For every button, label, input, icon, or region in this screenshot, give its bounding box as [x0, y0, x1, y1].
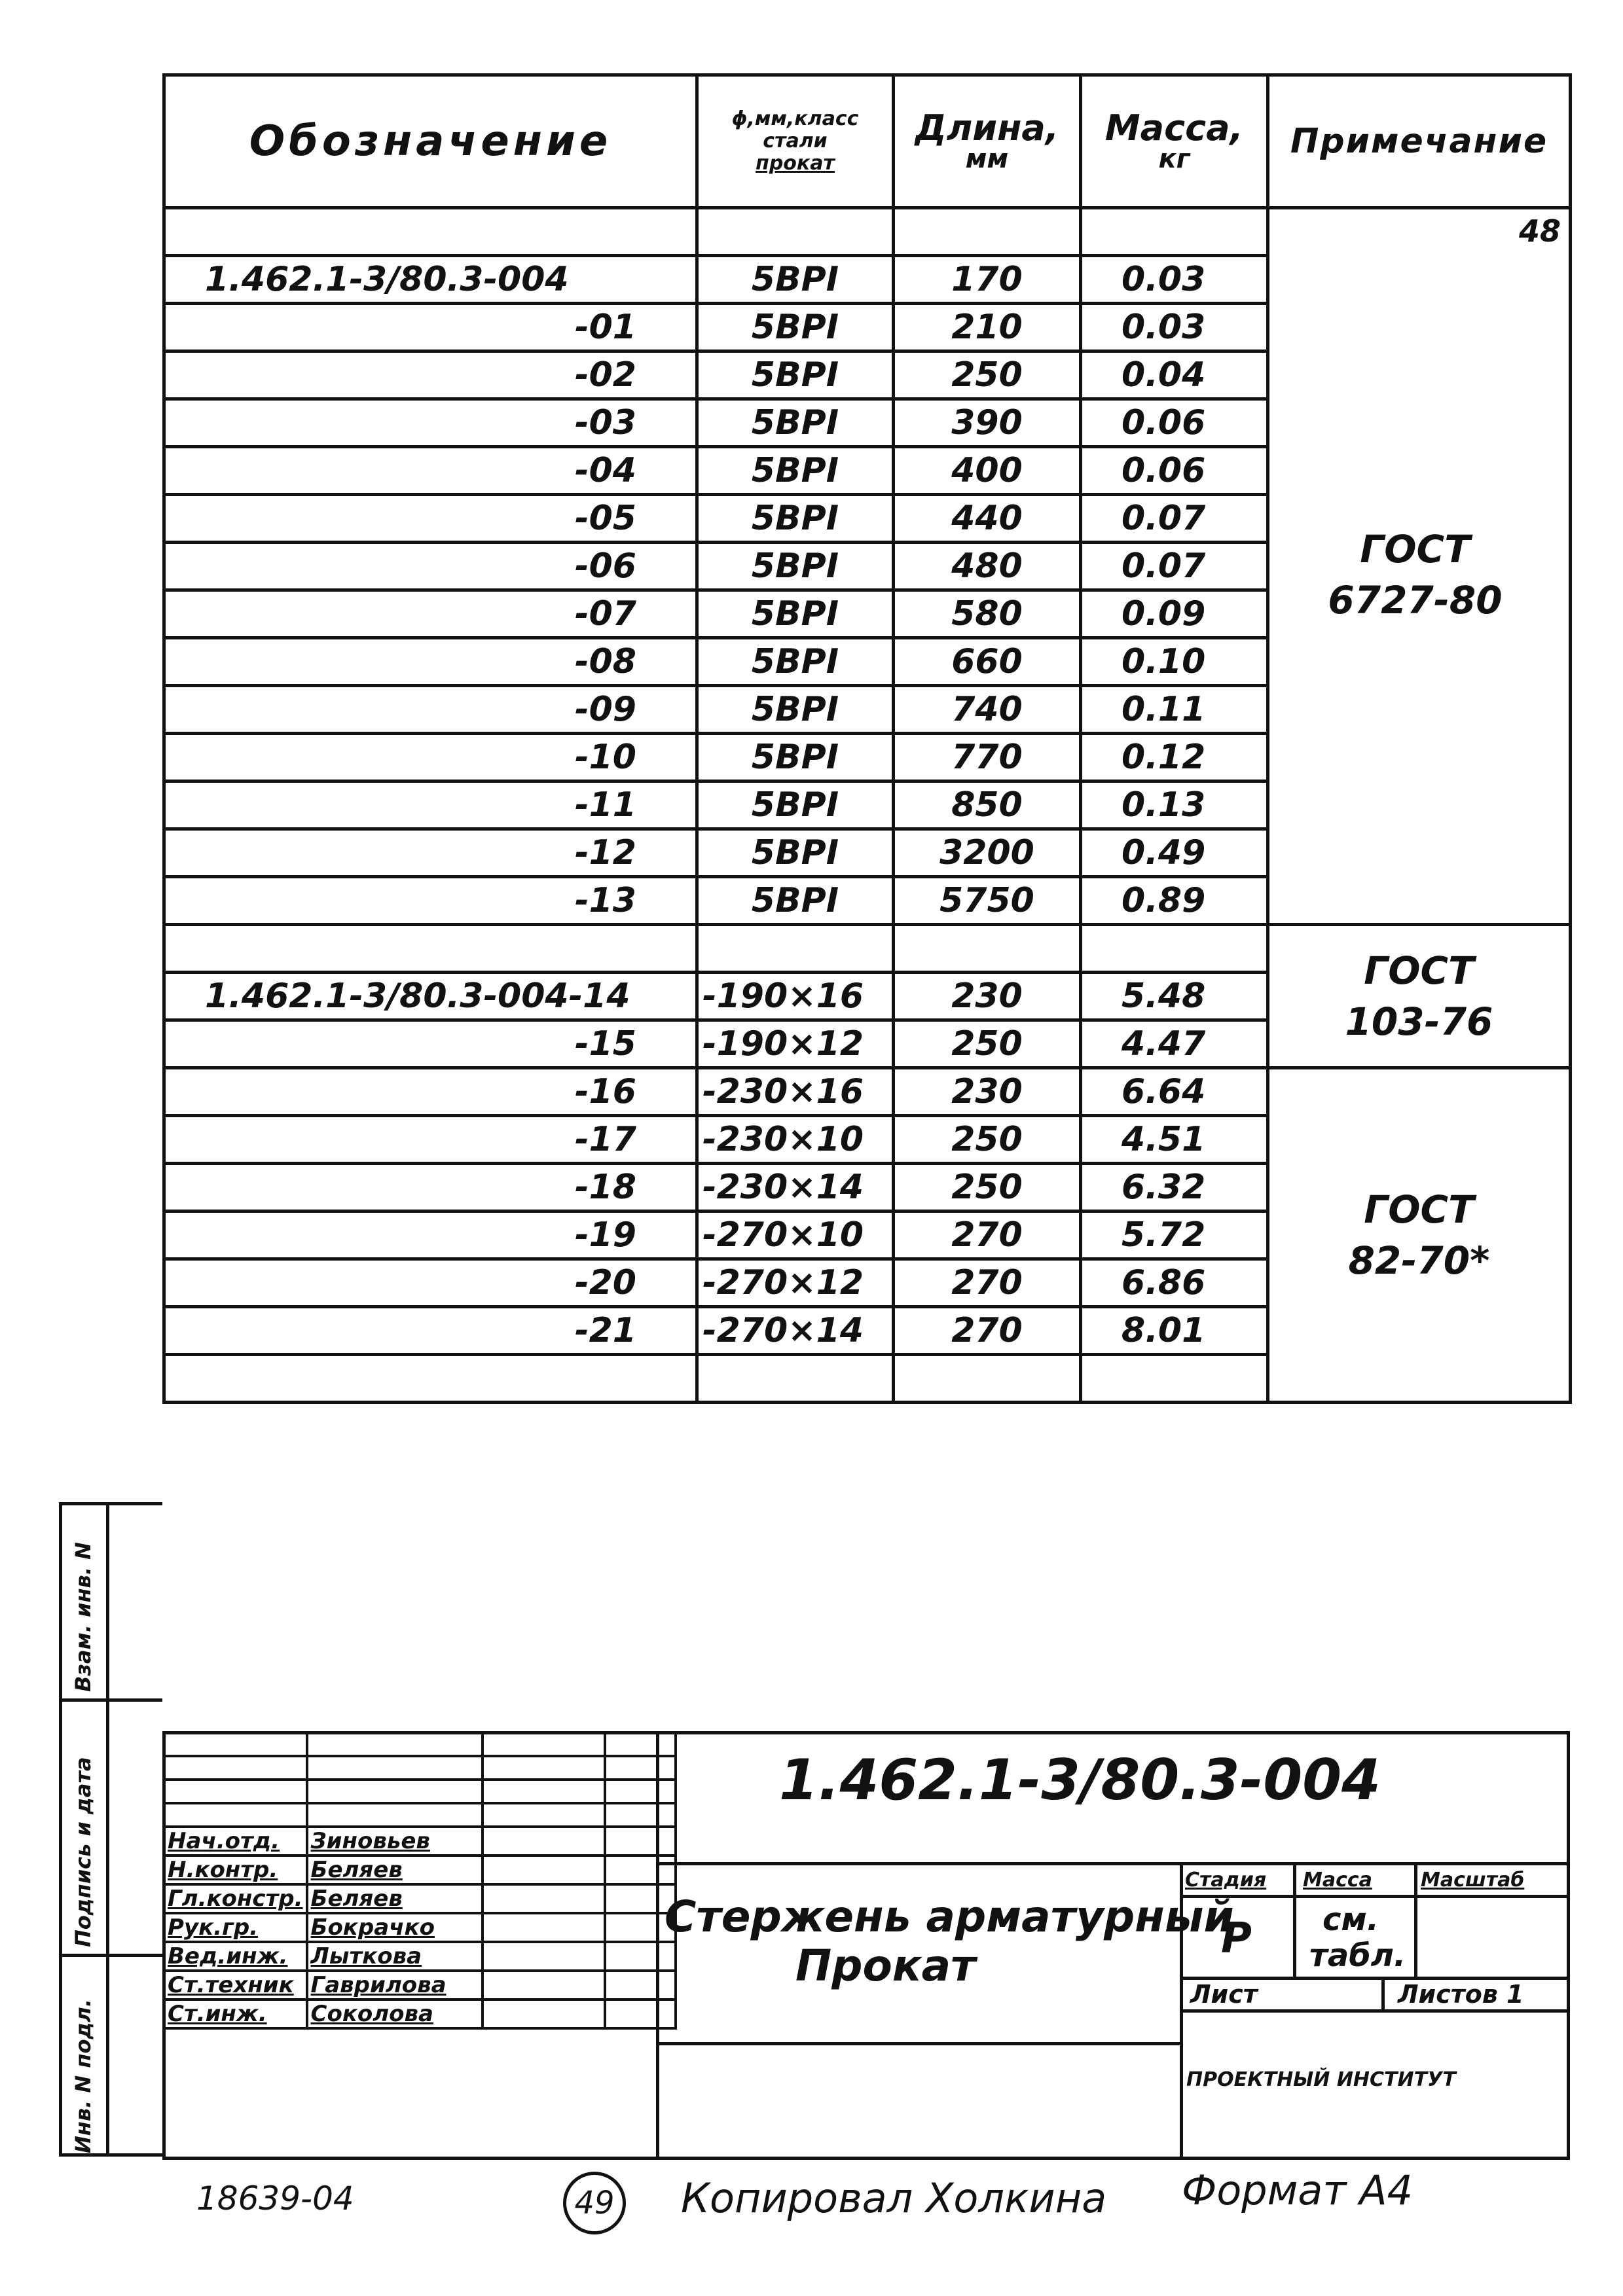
note-gost-103-b: 103-76 [1345, 999, 1493, 1044]
signature-sign-cell [483, 1942, 605, 1971]
signature-sign-cell [483, 1971, 605, 2000]
header-length [894, 75, 1081, 208]
cell-designation [164, 1355, 697, 1403]
cell-length: 270 [894, 1307, 1081, 1355]
note-gost-6727-a: ГОСТ [1360, 527, 1470, 571]
signature-blank-cell [164, 1803, 307, 1827]
cell-length: 3200 [894, 829, 1081, 877]
cell-mass: 4.47 [1081, 1020, 1268, 1068]
cell-mass [1081, 1355, 1268, 1403]
cell-length: 740 [894, 686, 1081, 734]
cell-designation: -10 [164, 734, 697, 781]
table-row [164, 1068, 1571, 1116]
cell-designation: -01 [164, 304, 697, 351]
cell-length: 770 [894, 734, 1081, 781]
cell-designation: -19 [164, 1211, 697, 1259]
cell-length: 250 [894, 1020, 1081, 1068]
side-label-signature-date: Подпись и дата [71, 1757, 96, 1947]
signature-date-cell [605, 1913, 676, 1942]
cell-length: 270 [894, 1211, 1081, 1259]
cell-steel: -270×10 [697, 1211, 894, 1259]
note-gost-103 [1268, 925, 1571, 1068]
cell-designation: -03 [164, 399, 697, 447]
side-strip [59, 1502, 162, 2157]
cell-steel: 5ВРⅠ [697, 447, 894, 495]
signature-role: Ст.инж. [164, 2000, 307, 2028]
header-length-unit: мм [965, 144, 1009, 174]
cell-designation: -16 [164, 1068, 697, 1116]
cell-length [894, 925, 1081, 973]
cell-steel: 5ВРⅠ [697, 351, 894, 399]
title-doc-code: 1.462.1-3/80.3-004 [779, 1748, 1381, 1813]
cell-steel: -190×16 [697, 973, 894, 1020]
header-mass [1081, 75, 1268, 208]
cell-mass: 8.01 [1081, 1307, 1268, 1355]
cell-steel: 5ВРⅠ [697, 590, 894, 638]
cell-steel: -270×12 [697, 1259, 894, 1307]
institute-label: ПРОЕКТНЫЙ ИНСТИТУТ [1186, 2068, 1456, 2091]
cell-steel: -230×14 [697, 1164, 894, 1211]
header-mass-unit: кг [1158, 144, 1190, 174]
cell-mass: 5.48 [1081, 973, 1268, 1020]
signature-name: Лыткова [307, 1942, 483, 1971]
table-row [164, 925, 1571, 973]
signature-blank-row [164, 1780, 676, 1803]
cell-length: 250 [894, 1116, 1081, 1164]
cell-designation: -13 [164, 877, 697, 925]
cell-length: 480 [894, 543, 1081, 590]
cell-mass: 0.07 [1081, 495, 1268, 543]
cell-designation: -20 [164, 1259, 697, 1307]
signature-blank-cell [605, 1756, 676, 1780]
cell-designation: -18 [164, 1164, 697, 1211]
cell-steel: 5ВРⅠ [697, 877, 894, 925]
side-label-replace-inv: Взам. инв. N [71, 1542, 96, 1692]
cell-mass: 0.06 [1081, 447, 1268, 495]
signature-blank-row [164, 1756, 676, 1780]
cell-length: 230 [894, 973, 1081, 1020]
specification-table [162, 73, 1572, 1404]
cell-length: 390 [894, 399, 1081, 447]
cell-mass: 0.12 [1081, 734, 1268, 781]
signature-role: Гл.констр. [164, 1884, 307, 1913]
cell-mass: 0.10 [1081, 638, 1268, 686]
signature-role: Н.контр. [164, 1856, 307, 1884]
cell-mass: 6.86 [1081, 1259, 1268, 1307]
cell-length: 5750 [894, 877, 1081, 925]
signature-date-cell [605, 1971, 676, 2000]
cell-length: 250 [894, 1164, 1081, 1211]
signature-row [164, 1884, 676, 1913]
signature-role: Ст.техник [164, 1971, 307, 2000]
signature-name: Зиновьев [307, 1827, 483, 1856]
cell-length [894, 1355, 1081, 1403]
cell-steel [697, 925, 894, 973]
cell-designation: -11 [164, 781, 697, 829]
cell-designation: -15 [164, 1020, 697, 1068]
cell-mass: 0.07 [1081, 543, 1268, 590]
signature-blank-cell [307, 1756, 483, 1780]
cell-length: 850 [894, 781, 1081, 829]
footer-copied-by: Копировал Холкина [681, 2174, 1107, 2222]
note-group-1 [1268, 208, 1571, 925]
signature-blank-cell [605, 1732, 676, 1756]
sheet-label: Лист [1190, 1980, 1258, 2009]
signature-date-cell [605, 1827, 676, 1856]
header-note: Примечание [1268, 75, 1571, 208]
cell-length: 660 [894, 638, 1081, 686]
table-header-row [164, 75, 1571, 208]
signature-date-cell [605, 1856, 676, 1884]
mass-value-1: см. [1322, 1901, 1379, 1938]
cell-mass: 0.13 [1081, 781, 1268, 829]
cell-mass: 0.89 [1081, 877, 1268, 925]
signature-blank-cell [307, 1803, 483, 1827]
cell-steel: 5ВРⅠ [697, 304, 894, 351]
cell-steel: -270×14 [697, 1307, 894, 1355]
footer-left-code: 18639-04 [196, 2179, 354, 2217]
signature-name: Соколова [307, 2000, 483, 2028]
signature-sign-cell [483, 1884, 605, 1913]
cell-steel: 5ВРⅠ [697, 543, 894, 590]
signature-row [164, 2000, 676, 2028]
cell-steel: 5ВРⅠ [697, 256, 894, 304]
cell-length: 250 [894, 351, 1081, 399]
cell-mass: 0.03 [1081, 256, 1268, 304]
signature-blank-cell [307, 1780, 483, 1803]
cell-designation: 1.462.1-3/80.3-004 [164, 256, 697, 304]
cell-steel: 5ВРⅠ [697, 686, 894, 734]
cell-designation: -08 [164, 638, 697, 686]
cell-steel: 5ВРⅠ [697, 399, 894, 447]
signature-blank-row [164, 1732, 676, 1756]
title-line2: Прокат [795, 1941, 976, 1991]
header-steel-line1: ϕ,мм,класс [731, 107, 859, 130]
cell-designation: -04 [164, 447, 697, 495]
cell-mass: 6.64 [1081, 1068, 1268, 1116]
cell-mass: 0.11 [1081, 686, 1268, 734]
cell-designation: -12 [164, 829, 697, 877]
cell-mass: 0.04 [1081, 351, 1268, 399]
cell-designation: -06 [164, 543, 697, 590]
cell-mass: 5.72 [1081, 1211, 1268, 1259]
cell-steel [697, 1355, 894, 1403]
cell-mass: 0.03 [1081, 304, 1268, 351]
stage-label: Стадия [1185, 1869, 1267, 1892]
sheets-label: Листов 1 [1398, 1980, 1524, 2009]
signature-blank-cell [307, 1732, 483, 1756]
cell-steel: 5ВРⅠ [697, 781, 894, 829]
signature-name: Беляев [307, 1884, 483, 1913]
stage-value: Р [1221, 1914, 1252, 1963]
cell-mass [1081, 925, 1268, 973]
cell-designation: 1.462.1-3/80.3-004-14 [164, 973, 697, 1020]
title-line1: Стержень арматурный [665, 1892, 1234, 1942]
cell-designation: -02 [164, 351, 697, 399]
footer-circled-number: 49 [563, 2172, 626, 2234]
signature-row [164, 1971, 676, 2000]
cell-designation [164, 925, 697, 973]
cell-steel: 5ВРⅠ [697, 638, 894, 686]
header-length-label: Длина, [915, 107, 1059, 149]
signature-role: Рук.гр. [164, 1913, 307, 1942]
note-gost-82-a: ГОСТ [1364, 1187, 1474, 1232]
note-gost-103-a: ГОСТ [1364, 948, 1474, 993]
signature-blank-cell [164, 1756, 307, 1780]
signature-table [162, 1731, 677, 2030]
note-gost-82 [1268, 1068, 1571, 1403]
signature-blank-cell [164, 1780, 307, 1803]
signature-role: Нач.отд. [164, 1827, 307, 1856]
signature-sign-cell [483, 1913, 605, 1942]
cell-steel: 5ВРⅠ [697, 734, 894, 781]
cell-steel: -230×16 [697, 1068, 894, 1116]
scale-label: Масштаб [1421, 1869, 1525, 1892]
cell-length: 210 [894, 304, 1081, 351]
cell-length: 440 [894, 495, 1081, 543]
signature-blank-cell [164, 1732, 307, 1756]
header-steel-class [697, 75, 894, 208]
signature-sign-cell [483, 1856, 605, 1884]
signature-blank-cell [483, 1803, 605, 1827]
signature-blank-cell [483, 1780, 605, 1803]
cell-length: 170 [894, 256, 1081, 304]
header-steel-line3: прокат [756, 152, 835, 175]
cell-designation: -21 [164, 1307, 697, 1355]
cell-designation: -07 [164, 590, 697, 638]
signature-date-cell [605, 1884, 676, 1913]
signature-blank-cell [483, 1732, 605, 1756]
signature-row [164, 1913, 676, 1942]
signature-name: Беляев [307, 1856, 483, 1884]
cell-steel: 5ВРⅠ [697, 495, 894, 543]
signature-blank-cell [483, 1756, 605, 1780]
signature-sign-cell [483, 1827, 605, 1856]
footer-format: Формат А4 [1182, 2166, 1413, 2214]
header-mass-label: Масса, [1104, 107, 1244, 149]
note-gost-6727-b: 6727-80 [1328, 578, 1503, 622]
note-gost-82-b: 82-70* [1348, 1238, 1490, 1283]
page-mark: 48 [1518, 213, 1561, 249]
cell-steel: -190×12 [697, 1020, 894, 1068]
cell-mass: 6.32 [1081, 1164, 1268, 1211]
signature-name: Бокрачко [307, 1913, 483, 1942]
signature-name: Гаврилова [307, 1971, 483, 2000]
cell-length: 230 [894, 1068, 1081, 1116]
header-designation: Обозначение [164, 75, 697, 208]
signature-sign-cell [483, 2000, 605, 2028]
cell-mass: 4.51 [1081, 1116, 1268, 1164]
cell-designation: -09 [164, 686, 697, 734]
cell-designation: -17 [164, 1116, 697, 1164]
cell-length: 400 [894, 447, 1081, 495]
mass-label: Масса [1303, 1869, 1372, 1892]
signature-row [164, 1942, 676, 1971]
signature-row [164, 1856, 676, 1884]
signature-blank-cell [605, 1780, 676, 1803]
cell-mass: 0.09 [1081, 590, 1268, 638]
cell-steel: 5ВРⅠ [697, 829, 894, 877]
signature-blank-row [164, 1803, 676, 1827]
signature-date-cell [605, 2000, 676, 2028]
signature-date-cell [605, 1942, 676, 1971]
cell-length: 270 [894, 1259, 1081, 1307]
note-gost-6727 [1269, 524, 1561, 626]
signature-blank-cell [605, 1803, 676, 1827]
cell-length: 580 [894, 590, 1081, 638]
signature-row [164, 1827, 676, 1856]
cell-mass: 0.49 [1081, 829, 1268, 877]
mass-value-2: табл. [1309, 1937, 1406, 1974]
cell-steel: -230×10 [697, 1116, 894, 1164]
table-row [164, 208, 1571, 256]
header-steel-line2: стали [763, 130, 828, 152]
cell-mass: 0.06 [1081, 399, 1268, 447]
side-label-inv-no: Инв. N подл. [71, 1999, 96, 2153]
cell-designation: -05 [164, 495, 697, 543]
signature-role: Вед.инж. [164, 1942, 307, 1971]
